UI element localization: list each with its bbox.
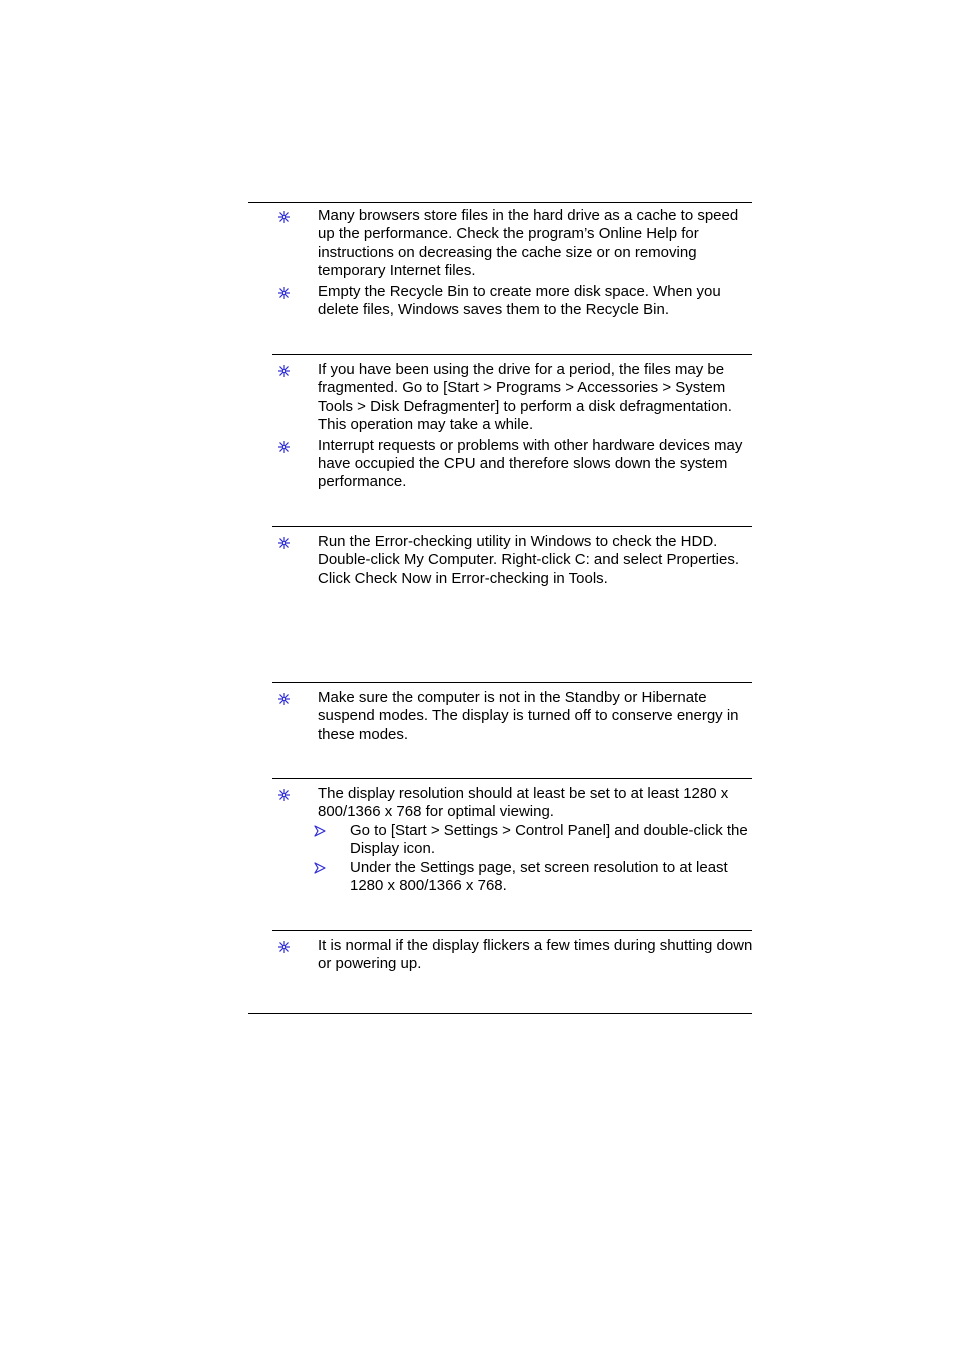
sub-list-item <box>318 859 752 896</box>
list-item <box>272 533 752 588</box>
sub-tip-text: Under the Settings page, set screen resolution to at least 1280 x 800/1366 x 768. <box>350 858 728 895</box>
snowflake-bullet-icon <box>277 692 291 706</box>
tip-text: Many browsers store files in the hard drive as a cache to speed up the performance. Check the program’s Online Help for instructions on decreasing the cache size or on removing temporary Internet files. <box>318 207 739 280</box>
tip-text: Empty the Recycle Bin to create more disk space. When you delete files, Windows saves them to the Recycle Bin. <box>318 282 721 319</box>
section-divider <box>272 778 752 779</box>
tip-text: Interrupt requests or problems with other hardware devices may have occupied the CPU and therefore slows down the system performance. <box>318 436 743 491</box>
tips-section-1 <box>272 207 752 319</box>
arrow-bullet-icon <box>313 861 327 875</box>
snowflake-bullet-icon <box>277 364 291 378</box>
sub-tip-text: Go to [Start > Settings > Control Panel] and double-click the Display icon. <box>350 821 748 858</box>
tips-section-4 <box>272 689 752 744</box>
snowflake-bullet-icon <box>277 210 291 224</box>
list-item <box>272 207 752 281</box>
snowflake-bullet-icon <box>277 440 291 454</box>
tip-text: If you have been using the drive for a period, the files may be fragmented. Go to [Start > Programs > Accessories > System Tools > Disk Defragmenter] to perform a disk defragmentation. This operation may take a while. <box>318 361 732 434</box>
tips-section-5 <box>272 785 752 895</box>
section-divider <box>272 526 752 527</box>
bottom-rule <box>248 1013 752 1014</box>
tip-text: It is normal if the display flickers a few times during shutting down or powering up. <box>318 937 753 973</box>
list-item <box>272 437 752 492</box>
tips-section-2 <box>272 361 752 492</box>
snowflake-bullet-icon <box>277 940 291 954</box>
tips-section-6 <box>272 937 752 974</box>
tips-section-3 <box>272 533 752 588</box>
top-rule <box>248 202 752 203</box>
tip-text: The display resolution should at least be set to at least 1280 x 800/1366 x 768 for optimal viewing. <box>318 785 729 821</box>
tip-text: Run the Error-checking utility in Windows to check the HDD. Double-click My Computer. Right-click C: and select Properties. Click Check Now in Error-checking in Tools. <box>318 533 739 587</box>
snowflake-bullet-icon <box>277 286 291 300</box>
list-item <box>272 689 752 744</box>
section-divider <box>272 354 752 355</box>
arrow-bullet-icon <box>313 824 327 838</box>
section-divider <box>272 930 752 931</box>
snowflake-bullet-icon <box>277 788 291 802</box>
list-item <box>272 937 752 974</box>
section-divider <box>272 682 752 683</box>
snowflake-bullet-icon <box>277 536 291 550</box>
list-item <box>272 283 752 320</box>
list-item <box>272 361 752 435</box>
sub-list-item <box>318 822 752 859</box>
tip-text: Make sure the computer is not in the Standby or Hibernate suspend modes. The display is turned off to conserve energy in these modes. <box>318 689 739 743</box>
list-item <box>272 785 752 895</box>
